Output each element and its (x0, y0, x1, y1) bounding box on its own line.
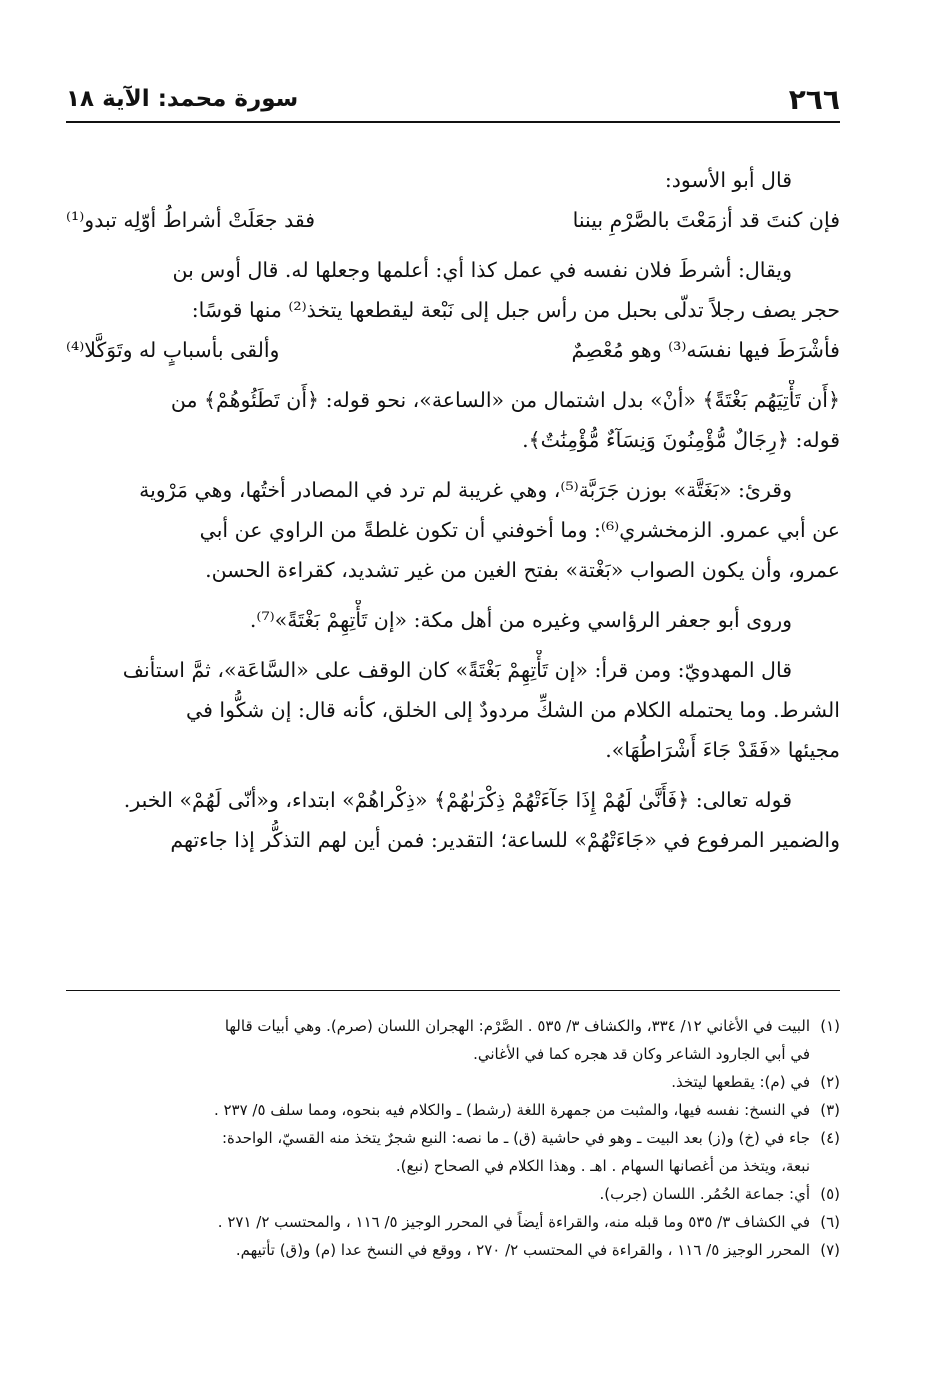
footnote-number: (٧) (820, 1241, 840, 1259)
paragraph-line: عمرو، وأن يكون الصواب «بَغْتة» بفتح الغين من غير تشديد، كقراءة الحسن. (205, 558, 840, 582)
footnote-text: أي: جماعة الحُمُر. اللسان (جرب). (599, 1185, 810, 1203)
footnote-number: (٥) (820, 1185, 840, 1203)
paragraph-line: قوله: ﴿رِجَالٌ مُّؤْمِنُونَ وَنِسَآءٌ مُّؤْمِنَٰتٌ﴾. (522, 428, 840, 452)
paragraph-line: والضمير المرفوع في «جَاءَتْهُمْ» للساعة؛ التقدير: فمن أين لهم التذكُّر إذا جاءتهم (170, 828, 840, 852)
footnote-text: نبعة، ويتخذ من أغصانها السهام . اهـ . وهذا الكلام في الصحاح (نبع). (395, 1157, 810, 1175)
paragraph-line: ويقال: أشرطَ فلان نفسه في عمل كذا أي: أعلمها وجعلها له. قال أوس بن (172, 258, 792, 282)
page-number: ٢٦٦ (788, 82, 840, 116)
footnote-text: في (م): يقطعها ليتخذ. (671, 1073, 810, 1091)
footnote-text: في أبي الجارود الشاعر وكان قد هجره كما في الأغاني. (473, 1045, 810, 1063)
footnote-number: (٢) (820, 1073, 840, 1091)
footnote-number: (١) (820, 1017, 840, 1035)
page-header (66, 78, 840, 120)
running-title: سورة محمد: الآية ١٨ (66, 86, 299, 112)
footnote (66, 1068, 840, 1096)
paragraph-line: قوله تعالى: ﴿فَأَنَّىٰ لَهُمْ إِذَا جَآءَتْهُمْ ذِكْرَىٰهُمْ﴾ «ذِكْراهُمْ» ابتداء، و«أنّى لَهُمْ» الخبر. (123, 788, 792, 812)
footnote-text: في الكشاف ٣/ ٥٣٥ وما قبله منه، والقراءة أيضاً في المحرر الوجيز ٥/ ١١٦ ، والمحتسب ٢/ ٢٧١ . (217, 1213, 810, 1231)
poetry-verse-1 (66, 200, 840, 240)
footnote-text: جاء في (خ) و(ز) بعد البيت ـ وهو في حاشية (ق) ـ ما نصه: النبع شجرٌ يتخذ منه القسيّ، الواحدة: (221, 1129, 810, 1147)
footnote-text: في النسخ: نفسه فيها، والمثبت من جمهرة اللغة (رشط) ـ والكلام فيه بنحوه، ومما سلف ٥/ ٢٣٧ . (213, 1101, 810, 1119)
footnote-rule (66, 990, 840, 991)
verse-2-hemistich-1: فأشْرَطَ فيها نفسَه⁽³⁾ وهو مُعْصِمٌ (571, 338, 840, 362)
footnotes (66, 1012, 840, 1264)
footnote (66, 1180, 840, 1208)
footnote-text: البيت في الأغاني ١٢/ ٣٣٤، والكشاف ٣/ ٥٣٥ . الصَّرْم: الهجران اللسان (صرم). وهي أبيات قالها (224, 1017, 810, 1035)
paragraph-line: وقرئ: «بَغَتَّة» بوزن جَرَبَّة⁽⁵⁾، وهي غريبة لم ترد في المصادر أختُها، وهي مَرْوية (139, 478, 792, 502)
footnote (66, 1208, 840, 1236)
footnote (66, 1236, 840, 1264)
paragraph-line: ﴿أَن تَأْتِيَهُم بَغْتَةً﴾ «أنْ» بدل اشتمال من «الساعة»، نحو قوله: ﴿أَن تَطَئُوهُمْ﴾ من (170, 388, 840, 412)
paragraph-line: عن أبي عمرو. الزمخشري⁽⁶⁾: وما أخوفني أن تكون غلطةً من الراوي عن أبي (199, 518, 840, 542)
paragraph-line: مجيئها «فَقَدْ جَاءَ أَشْرَاطُهَا». (605, 738, 840, 762)
paragraph-line: قال المهدويّ: ومن قرأ: «إن تَأْتِهِمْ بَغْتَةً» كان الوقف على «السَّاعَة»، ثمَّ استأنف (122, 658, 792, 682)
footnote-number: (٣) (820, 1101, 840, 1119)
header-rule (66, 121, 840, 123)
footnote-number: (٦) (820, 1213, 840, 1231)
footnote-text: المحرر الوجيز ٥/ ١١٦ ، والقراءة في المحتسب ٢/ ٢٧٠ ، ووقع في النسخ عدا (م) و(ق) تأتيهم. (235, 1241, 810, 1259)
paragraph-line: وروى أبو جعفر الرؤاسي وغيره من أهل مكة: «إن تَأْتِهِمْ بَغْتَةً»⁽⁷⁾. (249, 608, 792, 632)
intro-line: قال أبو الأسود: (664, 168, 792, 192)
verse-1-hemistich-2: فقد جعَلَتْ أشراطُ أوّلِه تبدو⁽¹⁾ (66, 208, 315, 232)
poetry-verse-2 (66, 330, 840, 370)
footnote (66, 1124, 840, 1180)
main-text (66, 160, 840, 860)
footnote-number: (٤) (820, 1129, 840, 1147)
verse-2-hemistich-2: وألقى بأسبابٍ له وتَوَكَّلا⁽⁴⁾ (66, 338, 280, 362)
footnote (66, 1012, 840, 1068)
paragraph-line: الشرط. وما يحتمله الكلام من الشكِّ مردودٌ إلى الخلق، كأنه قال: إن شكُّوا في (185, 698, 840, 722)
paragraph-line: حجر يصف رجلاً تدلّى بحبل من رأس جبل إلى نَبْعة ليقطعها يتخذ⁽²⁾ منها قوسًا: (191, 298, 840, 322)
footnote (66, 1096, 840, 1124)
verse-1-hemistich-1: فإن كنتَ قد أزمَعْتَ بالصَّرْمِ بيننا (572, 208, 840, 232)
